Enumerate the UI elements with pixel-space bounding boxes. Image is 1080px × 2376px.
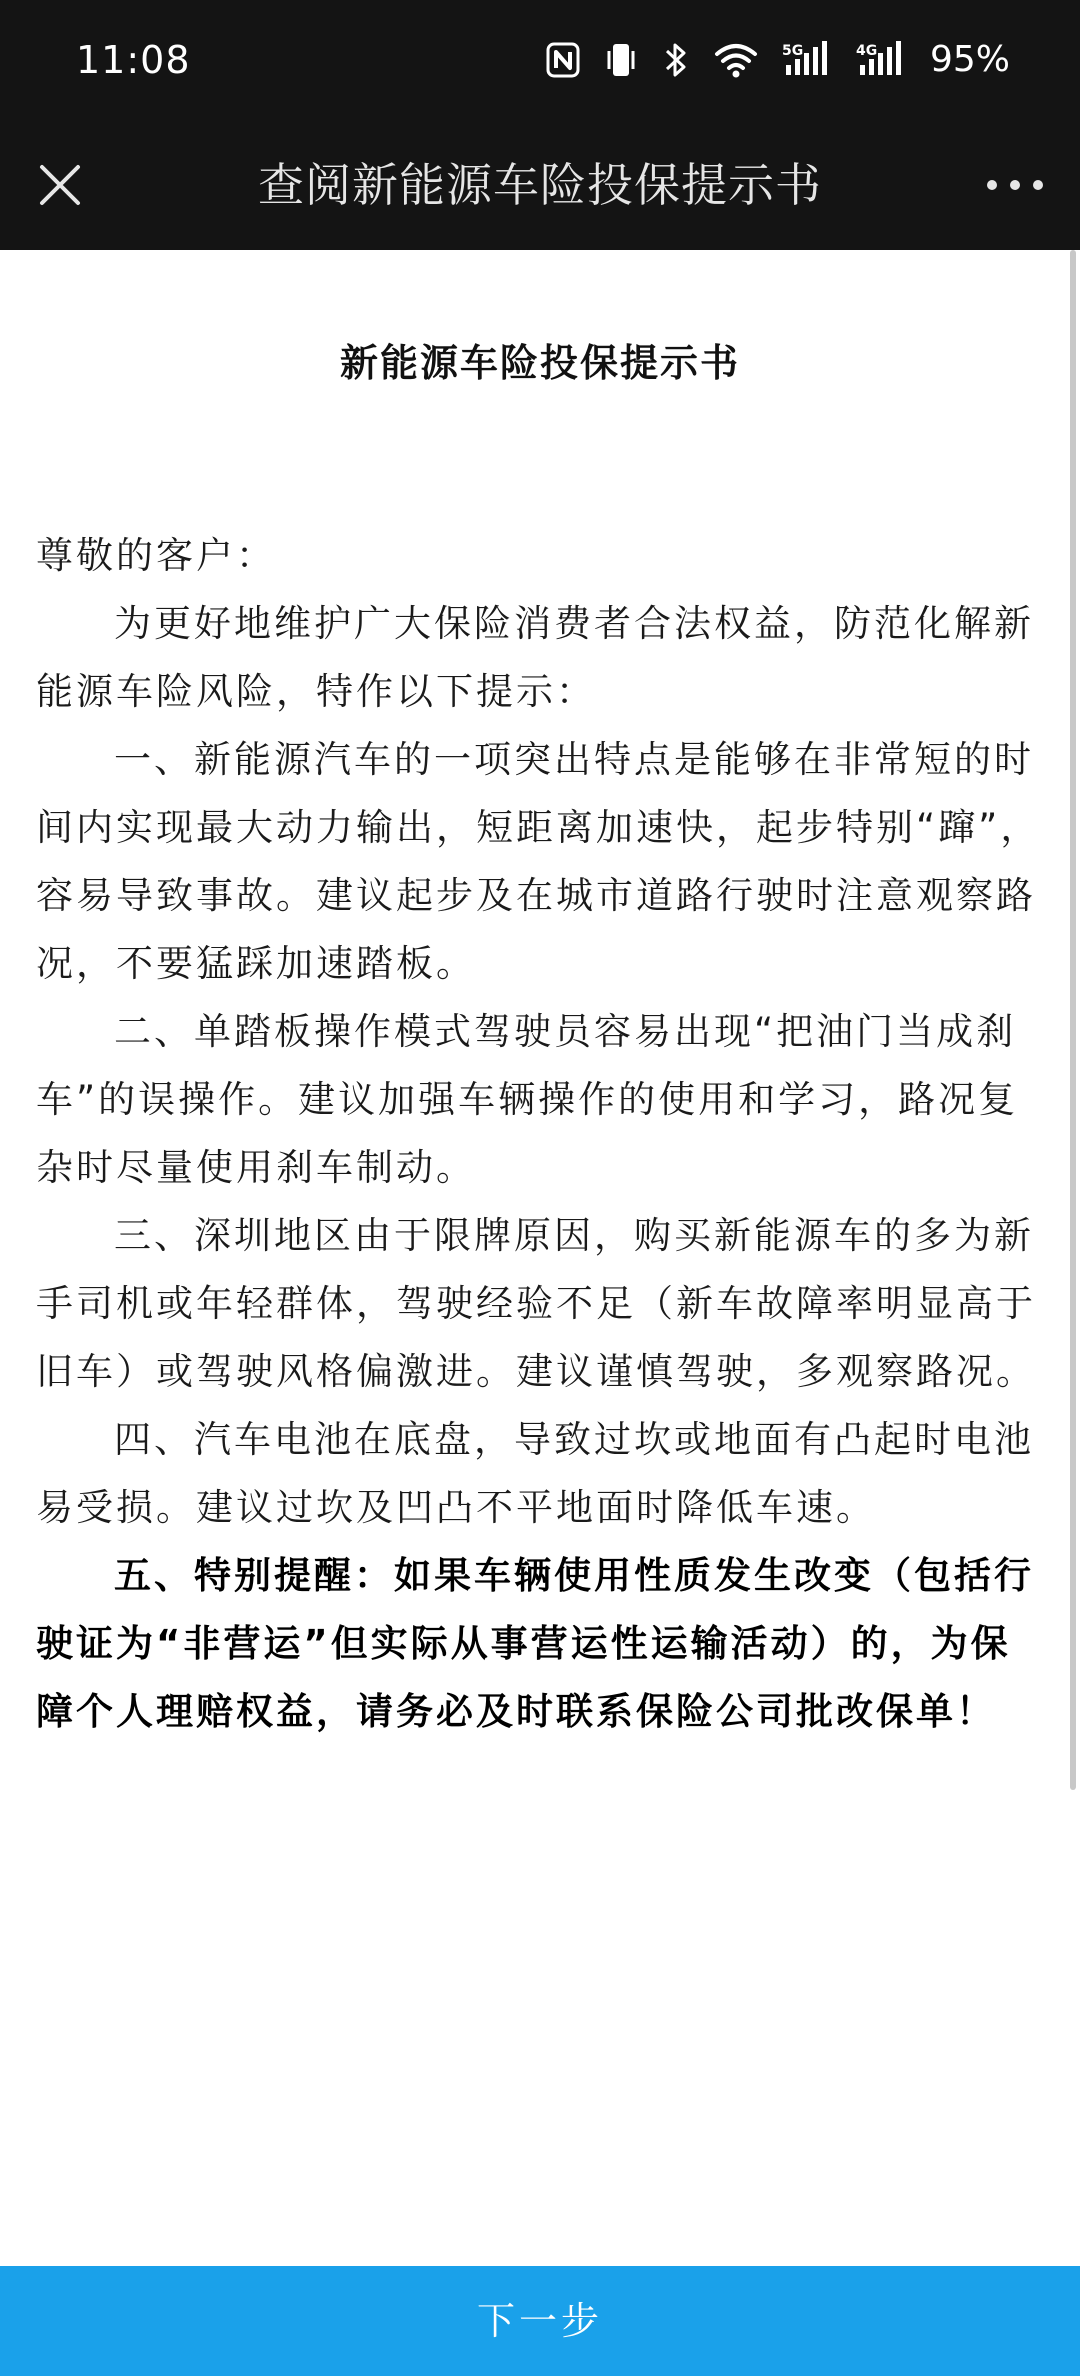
document-title: 新能源车险投保提示书 [339, 341, 740, 385]
signal-4g-icon [856, 41, 906, 79]
title-bar [0, 120, 1080, 250]
vibrate-icon [604, 41, 638, 79]
more-button[interactable] [980, 155, 1050, 215]
intro-paragraph: 为更好地维护广大保险消费者合法权益，防范化解新能源车险风险，特作以下提示： [36, 602, 1034, 713]
nfc-icon [546, 42, 580, 78]
special-notice: 五、特别提醒：如果车辆使用性质发生改变（包括行驶证为“非营运”但实际从事营运性运输活动）的，为保障个人理赔权益，请务必及时联系保险公司批改保单！ [36, 1554, 1034, 1733]
page-title: 查阅新能源车险投保提示书 [258, 158, 822, 212]
signal-5g-label: 5G [781, 43, 804, 59]
document-body [36, 522, 1046, 1746]
status-time: 11:08 [76, 38, 191, 82]
scrollbar[interactable] [1070, 250, 1076, 1790]
notice-item-2: 二、单踏板操作模式驾驶员容易出现“把油门当成刹车”的误操作。建议加强车辆操作的使用和学习，路况复杂时尽量使用刹车制动。 [36, 1010, 1019, 1189]
salutation: 尊敬的客户： [36, 534, 276, 577]
bluetooth-icon [662, 41, 690, 79]
close-icon [30, 155, 90, 215]
status-bar [0, 0, 1080, 120]
notice-item-3: 三、深圳地区由于限牌原因，购买新能源车的多为新手司机或年轻群体，驾驶经验不足（新车故障率明显高于旧车）或驾驶风格偏激进。建议谨慎驾驶，多观察路况。 [36, 1214, 1036, 1393]
notice-item-4: 四、汽车电池在底盘，导致过坎或地面有凸起时电池易受损。建议过坎及凹凸不平地面时降低车速。 [36, 1418, 1034, 1529]
more-icon [980, 155, 1050, 215]
document-view[interactable] [0, 250, 1080, 2266]
close-button[interactable] [30, 155, 90, 215]
next-step-button[interactable]: 下一步 [0, 2266, 1080, 2376]
battery-percent: 95% [929, 39, 1010, 80]
status-icons [546, 36, 1010, 84]
signal-5g-icon [782, 41, 832, 79]
notice-item-1: 一、新能源汽车的一项突出特点是能够在非常短的时间内实现最大动力输出，短距离加速快，起步特别“蹿”，容易导致事故。建议起步及在城市道路行驶时注意观察路况，不要猛踩加速踏板。 [36, 738, 1041, 985]
signal-4g-label: 4G [855, 43, 878, 59]
wifi-icon [714, 42, 758, 78]
